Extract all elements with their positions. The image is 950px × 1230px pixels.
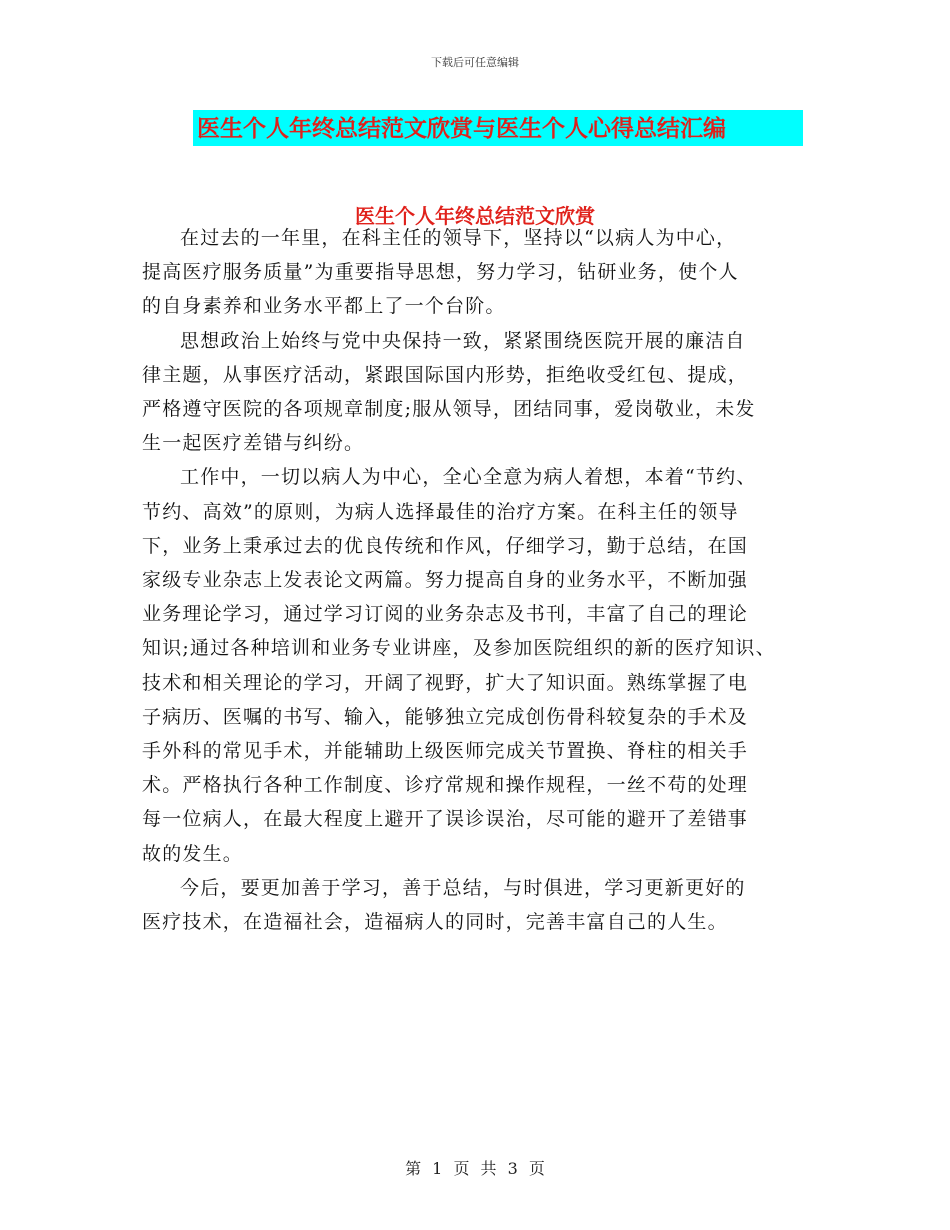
paragraph-line: 术。严格执行各种工作制度、诊疗常规和操作规程，一丝不苟的处理 [142, 774, 749, 797]
document-body [142, 221, 822, 939]
paragraph-line: 律主题，从事医疗活动，紧跟国际国内形势，拒绝收受红包、提成， [142, 363, 749, 386]
paragraph-line: 今后，要更加善于学习，善于总结，与时俱进，学习更新更好的 [180, 876, 746, 899]
paragraph-line: 故的发生。 [142, 842, 244, 865]
header-note: 下载后可任意编辑 [431, 56, 519, 69]
paragraph-1 [142, 221, 822, 324]
paragraph-line: 知识;通过各种培训和业务专业讲座，及参加医院组织的新的医疗知识、 [142, 637, 776, 660]
section-title: 医生个人年终总结范文欣赏 [355, 204, 595, 228]
page-footer: 第 1 页 共 3 页 [405, 1159, 545, 1178]
paragraph-line: 严格遵守医院的各项规章制度;服从领导，团结同事，爱岗敬业，未发 [142, 398, 756, 421]
paragraph-line: 提高医疗服务质量”为重要指导思想，努力学习，钻研业务，使个人 [142, 261, 739, 284]
paragraph-line: 下，业务上秉承过去的优良传统和作风，仔细学习，勤于总结，在国 [142, 534, 749, 557]
paragraph-line: 生一起医疗差错与纠纷。 [142, 432, 365, 455]
paragraph-line: 的自身素养和业务水平都上了一个台阶。 [142, 295, 506, 318]
paragraph-line: 手外科的常见手术，并能辅助上级医师完成关节置换、脊柱的相关手 [142, 740, 749, 763]
paragraph-line: 每一位病人，在最大程度上避开了误诊误治，尽可能的避开了差错事 [142, 808, 749, 831]
paragraph-line: 业务理论学习，通过学习订阅的业务杂志及书刊，丰富了自己的理论 [142, 603, 749, 626]
paragraph-3 [142, 460, 822, 870]
paragraph-line: 工作中，一切以病人为中心，全心全意为病人着想，本着“节约、 [180, 466, 757, 489]
document-title: 医生个人年终总结范文欣赏与医生个人心得总结汇编 [197, 115, 726, 142]
paragraph-line: 节约、高效”的原则，为病人选择最佳的治疗方案。在科主任的领导 [142, 500, 739, 523]
paragraph-line: 家级专业杂志上发表论文两篇。努力提高自身的业务水平，不断加强 [142, 569, 749, 592]
paragraph-4 [142, 871, 822, 939]
paragraph-line: 子病历、医嘱的书写、输入，能够独立完成创伤骨科较复杂的手术及 [142, 705, 749, 728]
paragraph-2 [142, 324, 822, 461]
paragraph-line: 在过去的一年里，在科主任的领导下，坚持以“以病人为中心， [180, 227, 737, 249]
paragraph-line: 技术和相关理论的学习，开阔了视野，扩大了知识面。熟练掌握了电 [142, 671, 749, 694]
paragraph-line: 思想政治上始终与党中央保持一致，紧紧围绕医院开展的廉洁自 [180, 329, 746, 352]
paragraph-line: 医疗技术，在造福社会，造福病人的同时，完善丰富自己的人生。 [142, 911, 728, 934]
